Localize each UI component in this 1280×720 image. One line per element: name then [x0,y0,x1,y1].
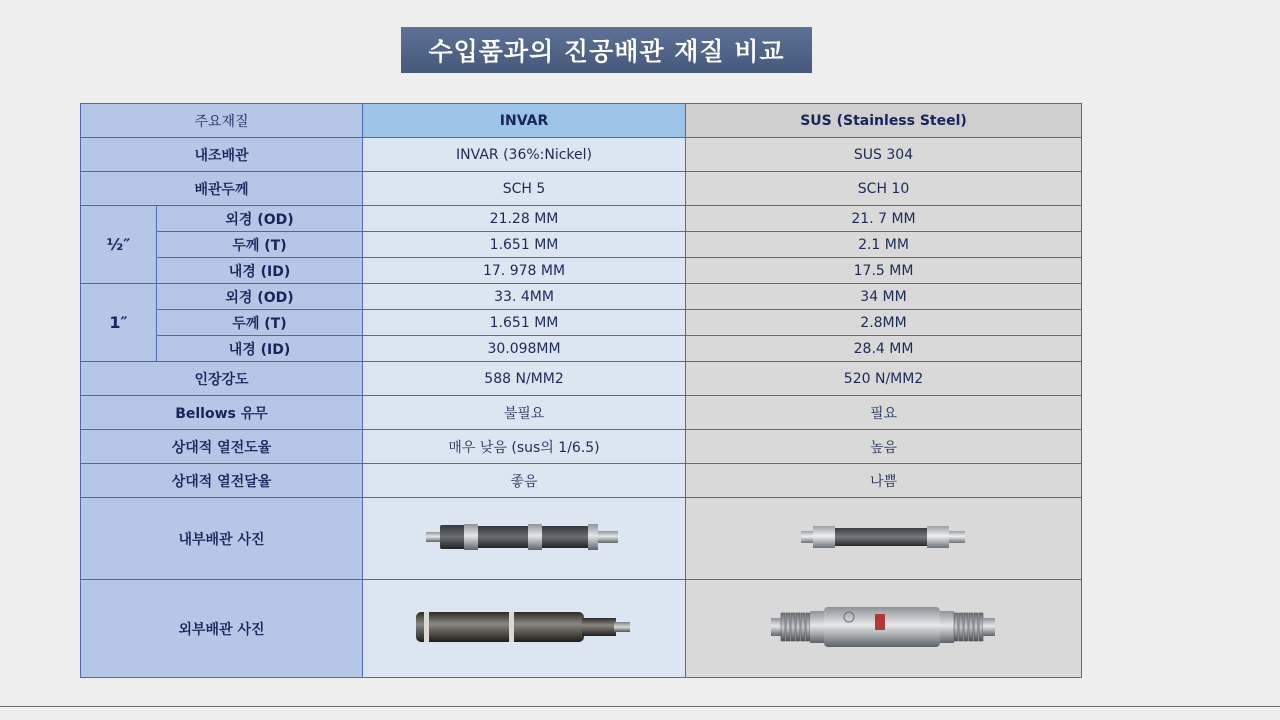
row-label: Bellows 유무 [81,396,363,430]
sus-cell: SCH 10 [686,172,1082,206]
row-label: 내경 (ID) [157,258,363,284]
row-label: 내조배관 [81,138,363,172]
row-label: 상대적 열전달율 [81,464,363,498]
invar-inner-pipe-image [363,498,686,580]
invar-outer-pipe-illustration [414,607,634,647]
row-label: 내부배관 사진 [81,498,363,580]
invar-cell: 불필요 [363,396,686,430]
sus-inner-pipe-image [686,498,1082,580]
table-row [81,396,1082,430]
table-row [81,206,1082,232]
row-label: 외경 (OD) [157,206,363,232]
sus-cell: 34 MM [686,284,1082,310]
sus-cell: SUS 304 [686,138,1082,172]
sus-outer-pipe-illustration [769,601,999,653]
sus-cell: 2.1 MM [686,232,1082,258]
row-label: 인장강도 [81,362,363,396]
table-row [81,362,1082,396]
invar-cell: 21.28 MM [363,206,686,232]
invar-cell: SCH 5 [363,172,686,206]
table-row-outer-photo [81,580,1082,678]
invar-outer-pipe-image [363,580,686,678]
size-one-inch: 1″ [81,284,157,362]
sus-cell: 높음 [686,430,1082,464]
invar-cell: 매우 낮음 (sus의 1/6.5) [363,430,686,464]
table-row [81,138,1082,172]
bottom-divider [0,706,1280,707]
row-label: 배관두께 [81,172,363,206]
sus-cell: 520 N/MM2 [686,362,1082,396]
row-label: 외부배관 사진 [81,580,363,678]
sus-cell: 28.4 MM [686,336,1082,362]
invar-cell: 30.098MM [363,336,686,362]
size-half-inch: ½″ [81,206,157,284]
invar-cell: INVAR (36%:Nickel) [363,138,686,172]
sus-cell: 나쁨 [686,464,1082,498]
sus-cell: 21. 7 MM [686,206,1082,232]
table-row-inner-photo [81,498,1082,580]
row-label: 내경 (ID) [157,336,363,362]
row-label: 두께 (T) [157,310,363,336]
sus-cell: 17.5 MM [686,258,1082,284]
sus-cell: 필요 [686,396,1082,430]
table-row [81,284,1082,310]
table-row-header [81,104,1082,138]
sus-inner-pipe-illustration [799,517,969,557]
invar-cell: 33. 4MM [363,284,686,310]
sus-outer-pipe-image [686,580,1082,678]
table-row [81,464,1082,498]
invar-inner-pipe-illustration [424,517,624,557]
sus-cell: 2.8MM [686,310,1082,336]
header-label: 주요재질 [81,104,363,138]
invar-cell: 588 N/MM2 [363,362,686,396]
row-label: 상대적 열전도율 [81,430,363,464]
page-title: 수입품과의 진공배관 재질 비교 [401,27,812,73]
table-row [81,310,1082,336]
invar-cell: 좋음 [363,464,686,498]
comparison-table [80,103,1082,678]
invar-cell: 1.651 MM [363,232,686,258]
table-row [81,430,1082,464]
header-invar: INVAR [363,104,686,138]
invar-cell: 1.651 MM [363,310,686,336]
row-label: 외경 (OD) [157,284,363,310]
invar-cell: 17. 978 MM [363,258,686,284]
table-row [81,232,1082,258]
table-row [81,336,1082,362]
table-row [81,258,1082,284]
row-label: 두께 (T) [157,232,363,258]
table-row [81,172,1082,206]
header-sus: SUS (Stainless Steel) [686,104,1082,138]
